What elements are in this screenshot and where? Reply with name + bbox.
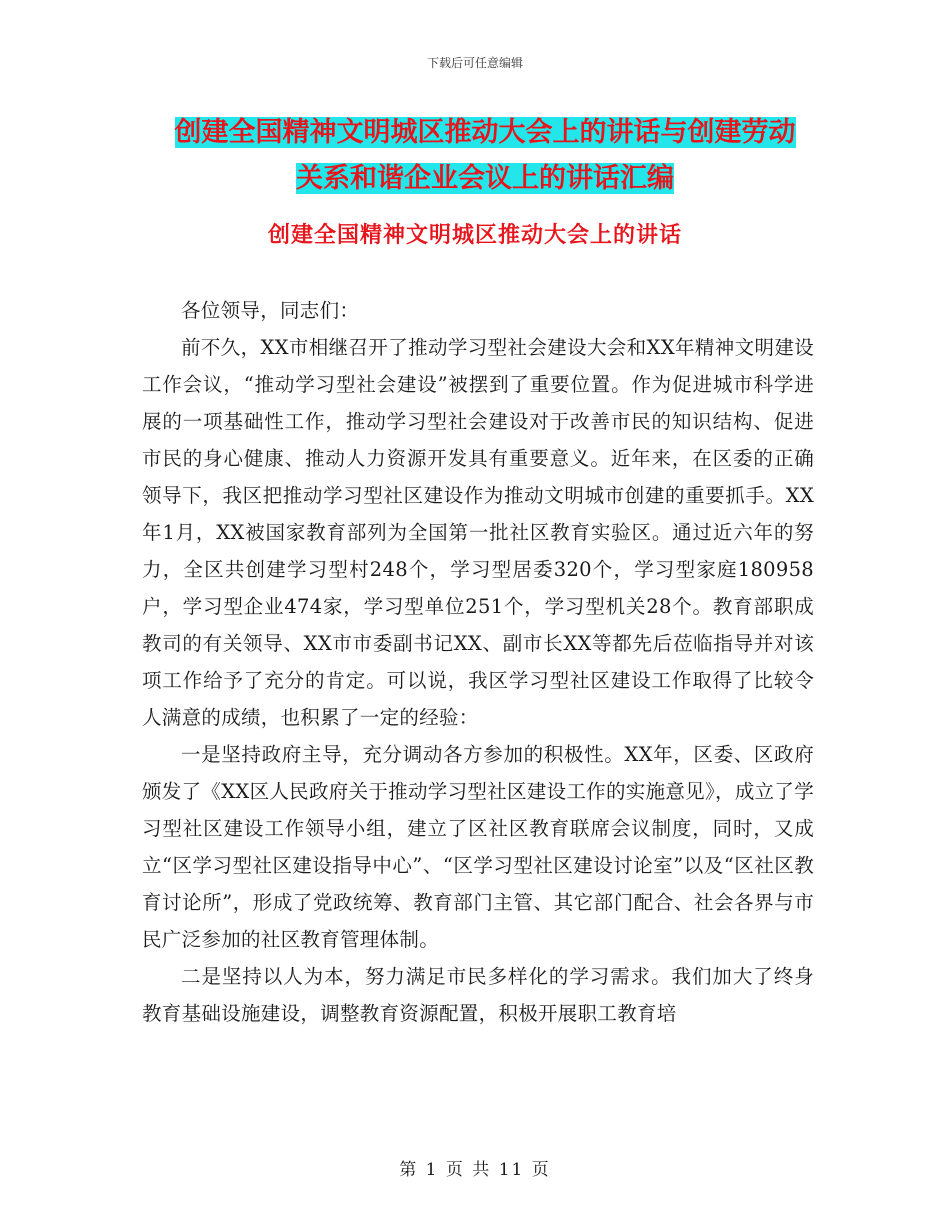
paragraph-salutation: 各位领导，同志们： — [181, 299, 360, 322]
paragraph-point-two: 二是坚持以人为本，努力满足市民多样化的学习需求。我们加大了终身教育基础设施建设，调整教育资源配置，积极开展职工教育培 — [142, 965, 814, 1025]
section-title: 创建全国精神文明城区推动大会上的讲话 — [267, 223, 682, 248]
document-body — [142, 292, 814, 1032]
paragraph-point-one: 一是坚持政府主导，充分调动各方参加的积极性。XX年，区委、区政府颁发了《XX区人民政府关于推动学习型社区建设工作的实施意见》，成立了学习型社区建设工作领导小组，建立了区社区教育联席会议制度，同时，又成立“区学习型社区建设指导中心”、“区学习型社区建设讨论室”以及“区社区教育讨论所”，形成了党政统筹、教育部门主管、其它部门配合、社会各界与市民广泛参加的社区教育管理体制。 — [142, 743, 815, 951]
main-title-line-2: 关系和谐企业会议上的讲话汇编 — [296, 163, 674, 194]
header-note: 下载后可任意编辑 — [426, 56, 523, 70]
paragraph-intro: 前不久，XX市相继召开了推动学习型社会建设大会和XX年精神文明建设工作会议，“推动学习型社会建设”被摆到了重要位置。作为促进城市科学进展的一项基础性工作，推动学习型社会建设对于改善市民的知识结构、促进市民的身心健康、推动人力资源开发具有重要意义。近年来，在区委的正确领导下，我区把推动学习型社区建设作为推动文明城市创建的重要抓手。XX年1月，XX被国家教育部列为全国第一批社区教育实验区。通过近六年的努力，全区共创建学习型村248个，学习型居委320个，学习型家庭180958户，学习型企业474家，学习型单位251个，学习型机关28个。教育部职成教司的有关领导、XX市市委副书记XX、副市长XX等都先后莅临指导并对该项工作给予了充分的肯定。可以说，我区学习型社区建设工作取得了比较令人满意的成绩，也积累了一定的经验： — [142, 336, 814, 729]
main-title-line-1: 创建全国精神文明城区推动大会上的讲话与创建劳动 — [174, 117, 796, 148]
page-number-footer: 第 1 页 共 11 页 — [399, 1160, 551, 1180]
document-main-title — [100, 110, 870, 202]
